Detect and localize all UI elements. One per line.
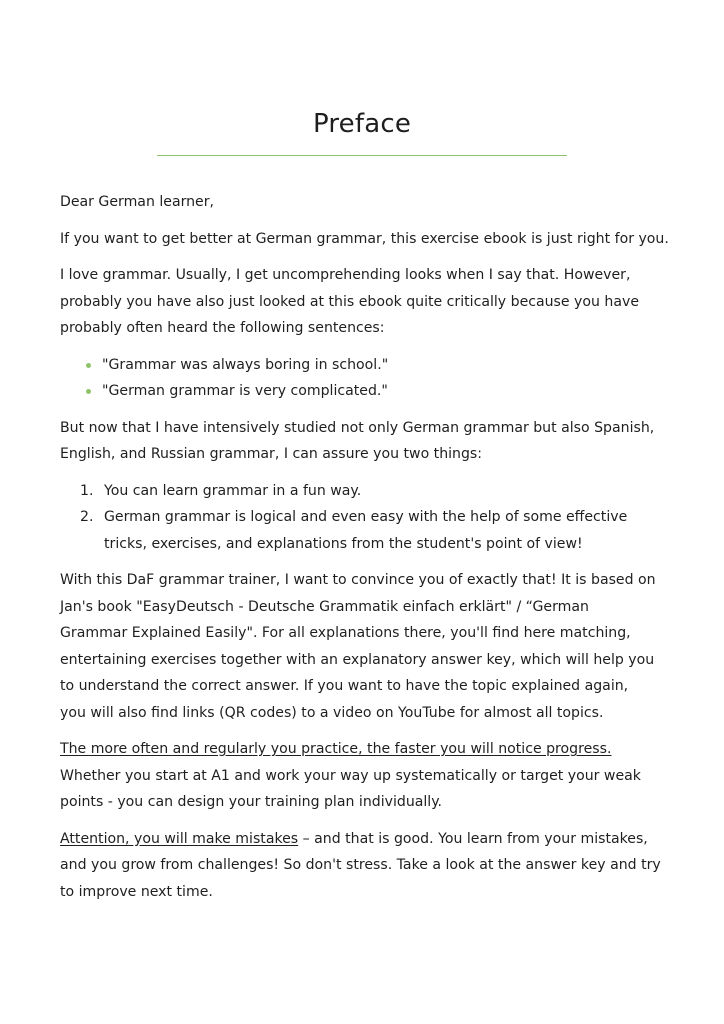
greeting: Dear German learner, — [60, 194, 214, 210]
preface-body — [60, 189, 669, 905]
paragraph-line: to improve next time. — [60, 883, 213, 900]
paragraph-line: entertaining exercises together with an explanatory answer key, which will help you — [60, 651, 655, 668]
paragraph-line: English, and Russian grammar, I can assure you two things: — [60, 446, 483, 462]
paragraph-line: But now that I have intensively studied not only German grammar but also Spanish, — [60, 419, 655, 436]
attention-paragraph — [60, 826, 664, 906]
paragraph-line: Jan's book "EasyDeutsch - Deutsche Grammatik einfach erklärt" / “German — [60, 598, 589, 615]
item-text: You can learn grammar in a fun way. — [104, 482, 362, 499]
underlined-text: Attention, you will make mistakes — [60, 830, 299, 847]
paragraph-line: Grammar Explained Easily". For all explanations there, you'll find here matching, — [60, 625, 631, 641]
paragraph-line: and you grow from challenges! So don't stress. Take a look at the answer key and try — [60, 857, 661, 873]
item-text: German grammar is logical and even easy with the help of some effective — [104, 509, 628, 525]
practice-paragraph — [60, 736, 664, 816]
numbered-item — [80, 504, 664, 557]
paragraph-text: – and that is good. You learn from your mistakes, — [298, 830, 648, 847]
numbered-list — [60, 478, 664, 558]
assurance-paragraph — [60, 415, 664, 468]
item-number: 1. — [80, 482, 94, 499]
paragraph-line: to understand the correct answer. If you want to have the topic explained again, — [60, 678, 629, 694]
bullet-item: "Grammar was always boring in school." — [80, 352, 664, 379]
quote-bullet-list — [60, 352, 664, 405]
paragraph-line: probably often heard the following sentences: — [60, 320, 385, 336]
item-text: tricks, exercises, and explanations from the student's point of view! — [104, 535, 583, 552]
title-divider — [157, 155, 567, 156]
page-title: Preface — [312, 109, 412, 139]
paragraph-line — [60, 826, 664, 853]
trainer-paragraph — [60, 567, 664, 726]
bullet-item: "German grammar is very complicated." — [80, 378, 664, 405]
intro-paragraph: If you want to get better at German grammar, this exercise ebook is just right for you. — [60, 230, 669, 247]
paragraph-line: probably you have also just looked at this ebook quite critically because you have — [60, 293, 640, 310]
paragraph-line: I love grammar. Usually, I get uncomprehending looks when I say that. However, — [60, 267, 631, 283]
item-number: 2. — [80, 509, 94, 525]
grammar-love-paragraph — [60, 262, 664, 342]
underlined-text: The more often and regularly you practice, the faster you will notice progress. — [60, 741, 612, 757]
paragraph-line: you will also find links (QR codes) to a video on YouTube for almost all topics. — [60, 704, 604, 721]
paragraph-line: With this DaF grammar trainer, I want to convince you of exactly that! It is based on — [60, 572, 656, 588]
numbered-item — [80, 478, 664, 505]
paragraph-line: Whether you start at A1 and work your way up systematically or target your weak — [60, 767, 641, 784]
paragraph-line: points - you can design your training plan individually. — [60, 794, 443, 810]
